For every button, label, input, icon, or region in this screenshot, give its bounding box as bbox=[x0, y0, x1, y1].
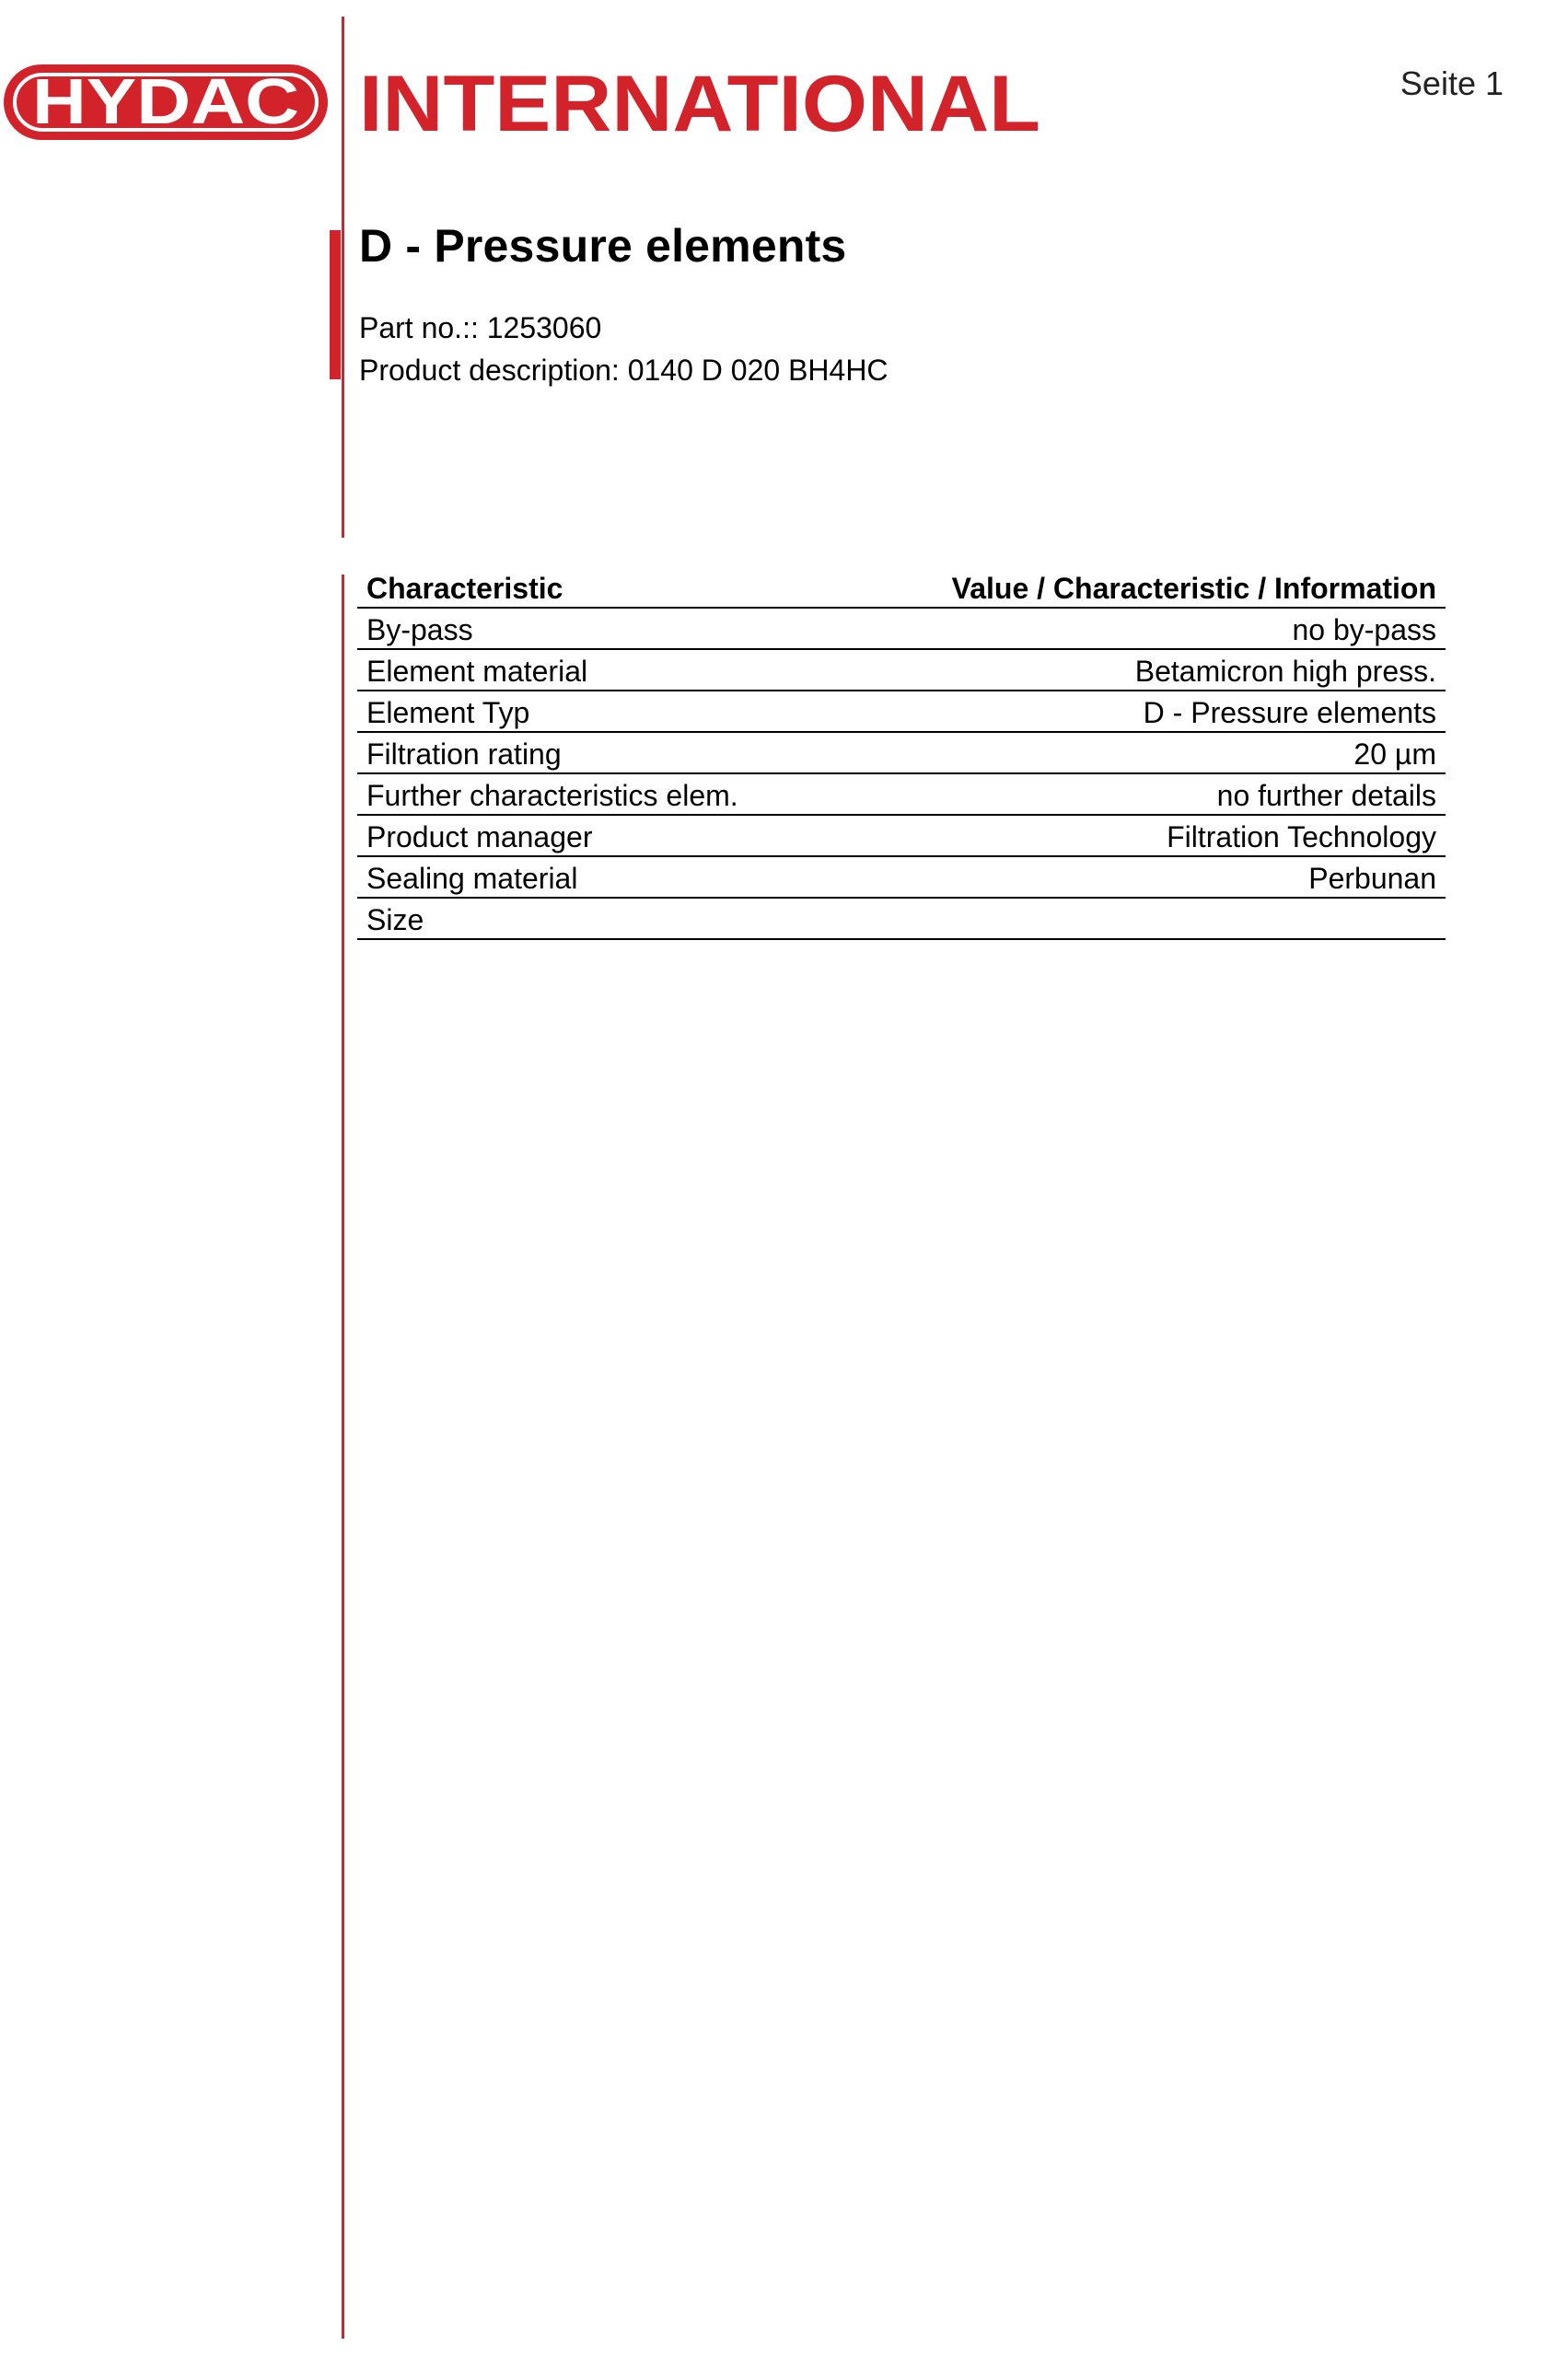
value-cell: D - Pressure elements bbox=[832, 691, 1446, 732]
table-row bbox=[357, 649, 1446, 691]
value-cell: no further details bbox=[832, 773, 1446, 815]
value-cell: 20 µm bbox=[832, 732, 1446, 773]
logo-hydac-text: HYDAC bbox=[32, 65, 299, 137]
table-row bbox=[357, 856, 1446, 898]
logo-graphic bbox=[0, 57, 1059, 149]
table-row bbox=[357, 691, 1446, 732]
value-cell: Betamicron high press. bbox=[832, 649, 1446, 691]
value-header: Value / Characteristic / Information bbox=[832, 567, 1446, 608]
part-number: Part no.:: 1253060 bbox=[359, 311, 602, 344]
value-cell: Perbunan bbox=[832, 856, 1446, 898]
vertical-divider-bottom bbox=[342, 575, 344, 2339]
characteristic-cell: Element material bbox=[357, 649, 832, 691]
characteristic-cell: Product manager bbox=[357, 815, 832, 856]
table-row bbox=[357, 732, 1446, 773]
hydac-international-logo bbox=[0, 57, 1059, 149]
title-accent-bar bbox=[330, 230, 341, 379]
characteristic-header: Characteristic bbox=[357, 567, 832, 608]
table-row bbox=[357, 608, 1446, 649]
table-row bbox=[357, 898, 1446, 939]
characteristic-cell: Element Typ bbox=[357, 691, 832, 732]
table-header-row bbox=[357, 567, 1446, 608]
logo-international-text: INTERNATIONAL bbox=[359, 60, 1040, 148]
table-row bbox=[357, 815, 1446, 856]
product-description: Product description: 0140 D 020 BH4HC bbox=[359, 354, 889, 387]
characteristic-cell: Further characteristics elem. bbox=[357, 773, 832, 815]
value-cell: Filtration Technology bbox=[832, 815, 1446, 856]
characteristic-cell: Filtration rating bbox=[357, 732, 832, 773]
document-title: D - Pressure elements bbox=[359, 220, 847, 272]
value-cell bbox=[832, 898, 1446, 939]
vertical-divider-top bbox=[342, 17, 344, 538]
page-number: Seite 1 bbox=[1400, 64, 1504, 102]
characteristic-cell: Sealing material bbox=[357, 856, 832, 898]
value-cell: no by-pass bbox=[832, 608, 1446, 649]
characteristic-cell: By-pass bbox=[357, 608, 832, 649]
characteristics-table bbox=[357, 567, 1446, 940]
characteristic-cell: Size bbox=[357, 898, 832, 939]
table-row bbox=[357, 773, 1446, 815]
